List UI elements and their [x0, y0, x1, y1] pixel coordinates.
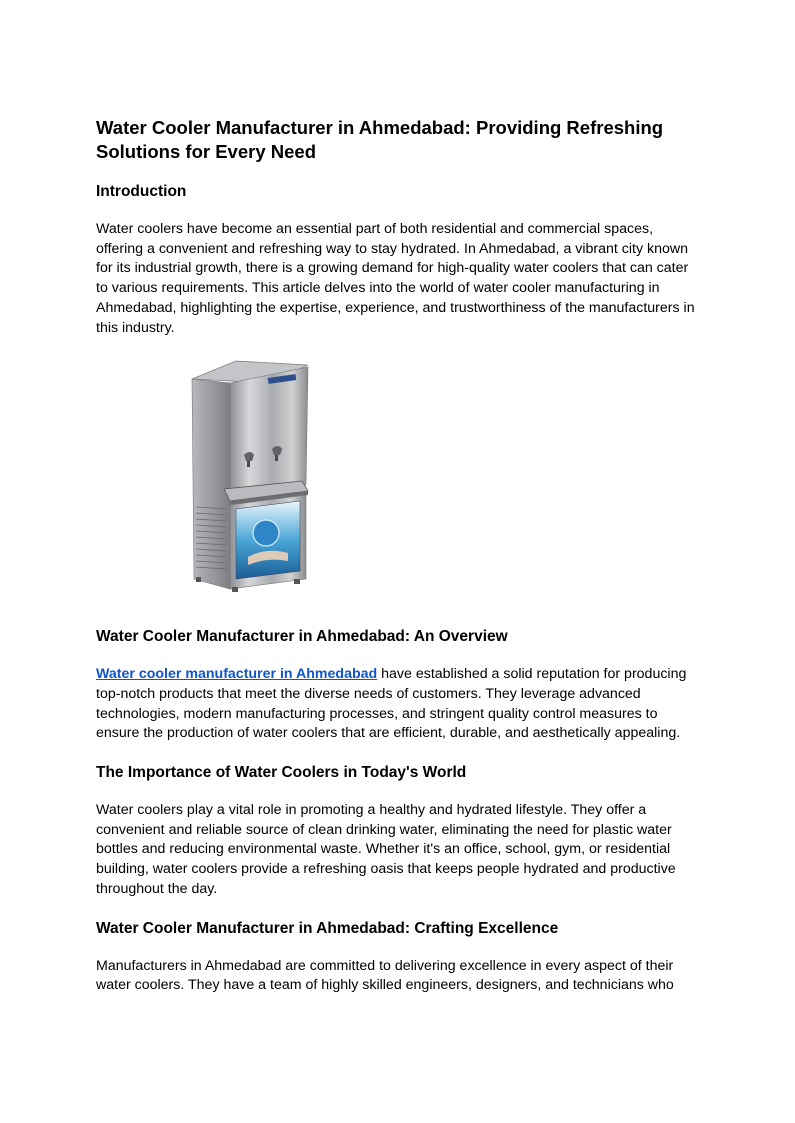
- crafting-paragraph: Manufacturers in Ahmedabad are committed to delivering excellence in every aspect of their water coolers. They have a team of highly skilled engineers, designers, and technicians who: [96, 957, 674, 994]
- article-title: Water Cooler Manufacturer in Ahmedabad: Providing Refreshing Solutions for Every Need: [96, 117, 664, 162]
- overview-paragraph: [96, 665, 700, 744]
- article-body: [96, 116, 700, 1015]
- water-cooler-image: [190, 357, 316, 593]
- overview-text: have established a solid reputation for producing top-notch products that meet the diverse needs of customers. They leverage advanced technologies, modern manufacturing processes, and stringent quality control measures to ensure the production of water coolers that are efficient, durable, and aesthetically appealing.: [96, 666, 687, 742]
- introduction-paragraph: Water coolers have become an essential part of both residential and commercial spaces, offering a convenient and refreshing way to stay hydrated. In Ahmedabad, a vibrant city known for its industrial growth, there is a growing demand for high-quality water coolers that can cater to various requirements. This article delves into the world of water cooler manufacturing in Ahmedabad, highlighting the expertise, experience, and trustworthiness of the manufacturers in this industry.: [96, 221, 695, 336]
- importance-heading: The Importance of Water Coolers in Today's World: [96, 764, 467, 782]
- importance-paragraph: Water coolers play a vital role in promoting a healthy and hydrated lifestyle. They offer a convenient and reliable source of clean drinking water, eliminating the need for plastic water bottles and reducing environmental waste. Whether it's an office, school, gym, or residential building, water coolers provide a refreshing oasis that keeps people hydrated and productive throughout the day.: [96, 802, 676, 897]
- crafting-heading: Water Cooler Manufacturer in Ahmedabad: Crafting Excellence: [96, 919, 559, 937]
- introduction-heading: Introduction: [96, 183, 187, 200]
- overview-heading: Water Cooler Manufacturer in Ahmedabad: An Overview: [96, 628, 508, 646]
- water-cooler-manufacturer-link[interactable]: Water cooler manufacturer in Ahmedabad: [96, 666, 378, 683]
